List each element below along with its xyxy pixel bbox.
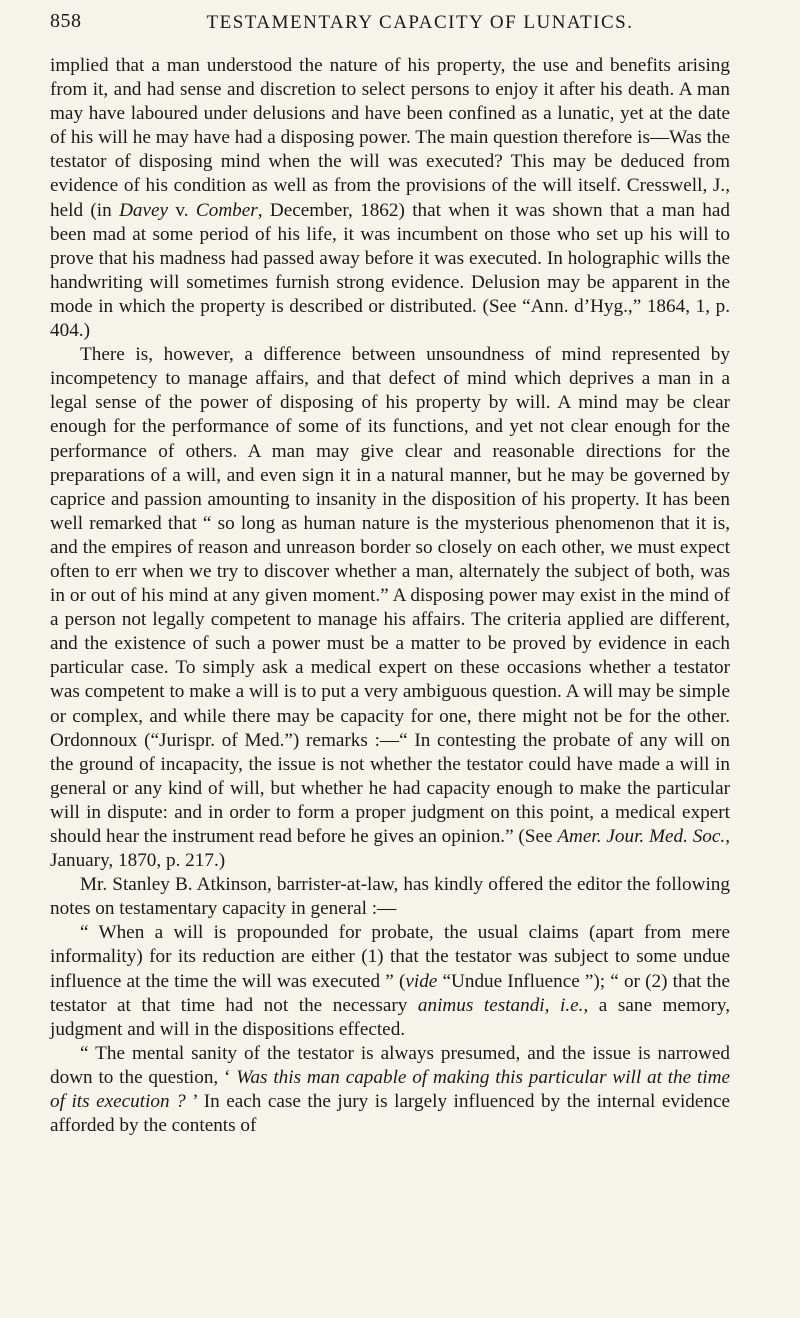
italic-text: Davey	[119, 199, 169, 221]
italic-text: vide	[405, 970, 438, 992]
page-number: 858	[50, 10, 82, 32]
italic-text: Amer. Jour. Med. Soc.	[557, 826, 726, 847]
paragraph	[50, 54, 730, 343]
paragraph-text: , December, 1862) that when it was shown that a man had been mad at some period of his life, it was incumbent on those who set up his will to prove that his madness had passed away before it was executed. In holographic wills the handwriting will sometimes furnish strong evidence. Delusion may be apparent in the mode in which the property is described or distributed. (See “Ann. d’Hyg.,” 1864, 1, p. 404.)	[50, 199, 730, 342]
paragraph-text: “Undue Influence ”); “ or (2) that the testator at that time had not the necessary	[50, 970, 730, 1016]
paragraph-text: ’ In each case the jury is largely influenced by the internal evidence afforded by the contents of	[50, 1091, 731, 1137]
page-header	[50, 0, 730, 48]
paragraph	[50, 343, 730, 873]
body-text	[50, 54, 730, 1138]
italic-text: Was this man capable of making this particular will at the time of its execution ?	[50, 1066, 730, 1113]
paragraph-text: v.	[168, 199, 196, 221]
paragraph-text: “ When a will is propounded for probate, the usual claims (apart from mere informality) for its reduction are either (1) that the testator was subject to some undue influence at the time the will was executed ” (	[50, 922, 730, 992]
running-title: TESTAMENTARY CAPACITY OF LUNATICS.	[206, 12, 634, 33]
paragraph	[50, 1042, 730, 1138]
paragraph-text: implied that a man understood the nature of his property, the use and benefits arising from it, and had sense and discretion to select persons to enjoy it after his death. A man may have laboured under delusions and have been confined as a lunatic, yet at the date of his will he may have had a disposing power. The main question therefore is—Was the testator of disposing mind when the will was executed? This may be deduced from evidence of his condition as well as from the provisions of the will itself. Cresswell, J., held (in	[50, 55, 730, 221]
italic-text: animus testandi, i.e.	[417, 994, 584, 1016]
paragraph-text: Mr. Stanley B. Atkinson, barrister-at-law, has kindly offered the editor the following notes on testamentary capacity in general :—	[50, 874, 730, 920]
paragraph	[50, 921, 730, 1041]
italic-text: Comber	[195, 199, 258, 221]
paragraph	[50, 873, 730, 921]
paragraph-text: , a sane memory, judgment and will in the dispositions effected.	[50, 994, 731, 1040]
paragraph-text: “ The mental sanity of the testator is always presumed, and the issue is narrowed down to the question, ‘	[50, 1042, 730, 1088]
paragraph-text: There is, however, a difference between unsoundness of mind represented by incompetency to manage affairs, and that defect of mind which deprives a man in a legal sense of the power of disposing of his property by will. A mind may be clear enough for the performance of some of its functions, and yet not clear enough for the performance of others. A man may give clear and reasonable directions for the preparations of a will, and even sign it in a natural manner, but he may be governed by caprice and passion amounting to insanity in the disposition of his property. It has been well remarked that “ so long as human nature is the mysterious phenomenon that it is, and the empires of reason and unreason border so closely on each other, we must expect often to err when we try to discover whether a man, alternately the subject of both, was in or out of his mind at any given moment.” A disposing power may exist in the mind of a person not legally competent to manage his affairs. The criteria applied are different, and the existence of such a power must be a matter to be proved by evidence in each particular case. To simply ask a medical expert on these occasions whether a testator was competent to make a will is to put a very ambiguous question. A will may be simple or complex, and while there may be capacity for one, there might not be for the other. Ordonnoux (“Jurispr. of Med.”) remarks :—“ In contesting the probate of any will on the ground of incapacity, the issue is not whether the testator could have made a will in general or any kind of will, but whether he had capacity enough to make the particular will in dispute: and in order to form a proper judgment on this point, a medical expert should hear the instrument read before he gives an opinion.” (See	[50, 344, 730, 847]
paragraph-text: , January, 1870, p. 217.)	[50, 826, 730, 872]
